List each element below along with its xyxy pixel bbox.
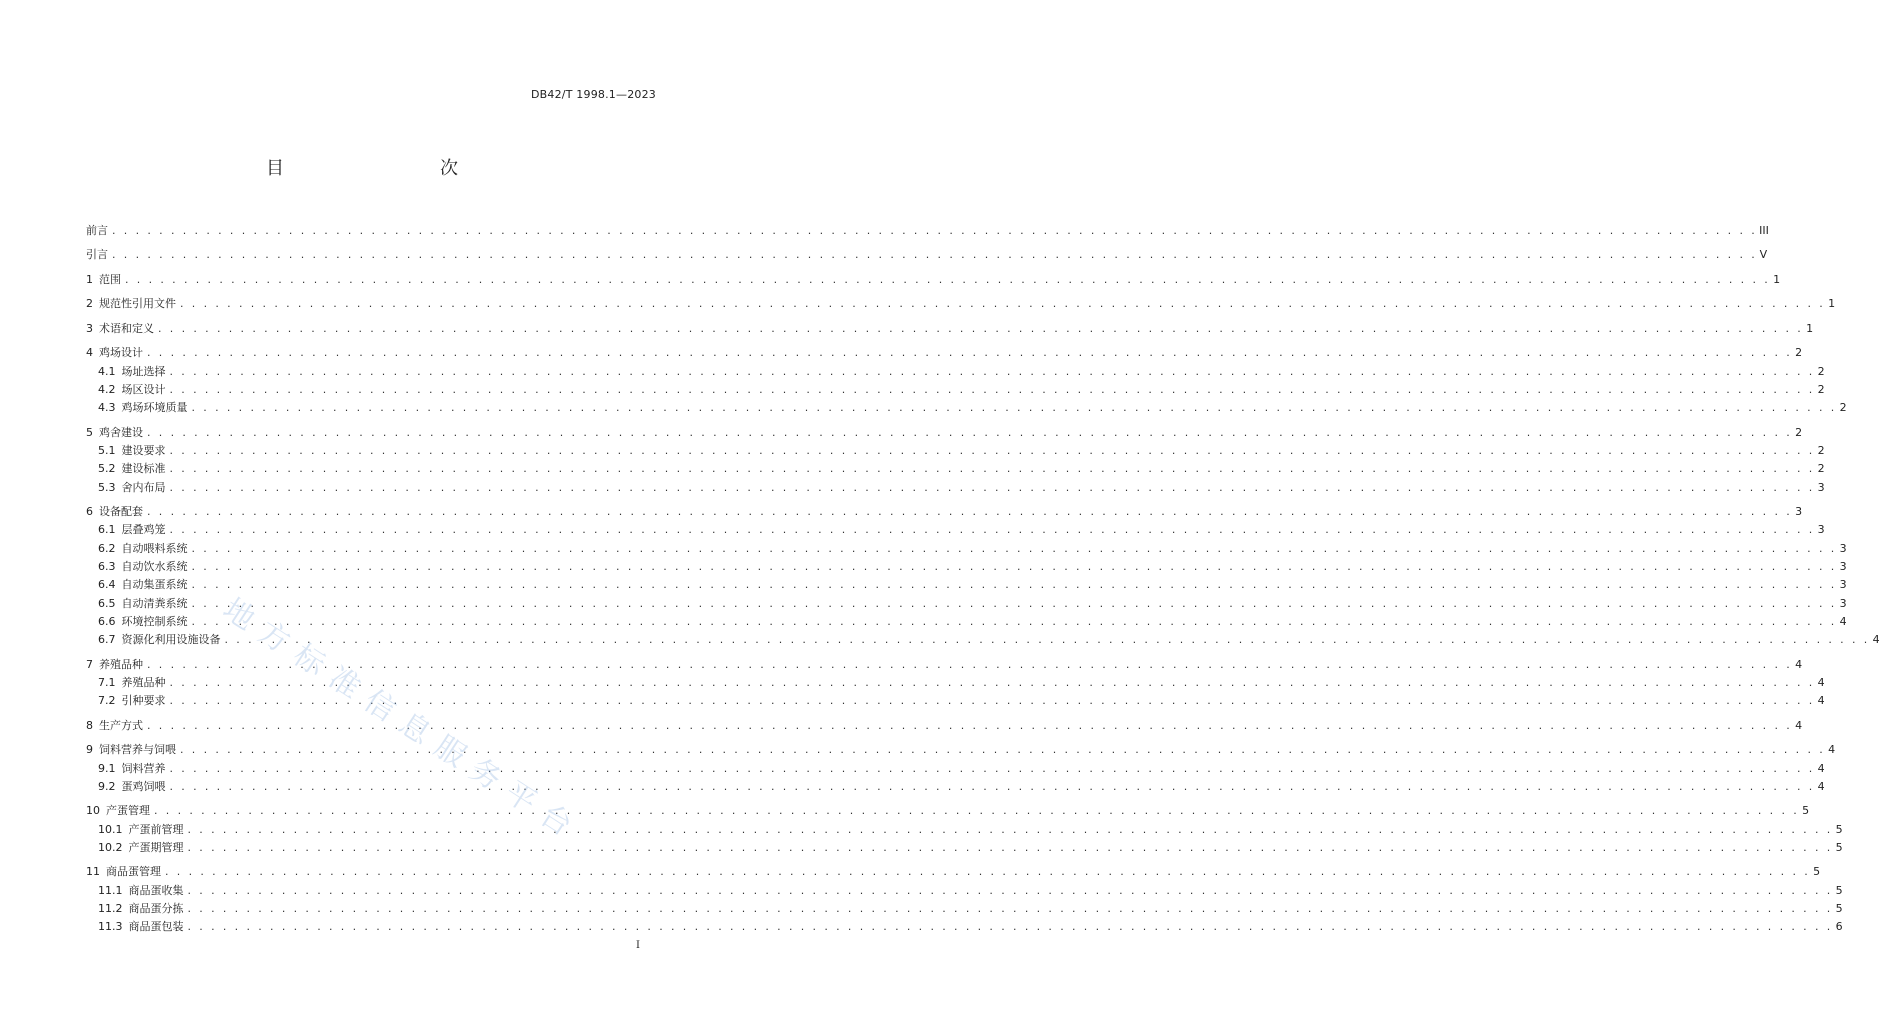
- toc-leader-dots: . . . . . . . . . . . . . . . . . . . . . . . . . . . . . . . . . . . . . . . . . . . . . . . . . . . . . . . . . . . . . . . . . . . . . . . . . . . . . . . . . . . . . . . . . . . . . . . . . . . . . . . . . . . . . . . . . . . . . . . . . . . . . . . . . . . . . . . . . . . .: [125, 272, 1771, 286]
- toc-entry-page: 3: [1817, 523, 1825, 537]
- toc-leader-dots: . . . . . . . . . . . . . . . . . . . . . . . . . . . . . . . . . . . . . . . . . . . . . . . . . . . . . . . . . . . . . . . . . . . . . . . . . . . . . . . . . . . . . . . . . . . . . . . . . . . . . . . . . . . . . . . . . . . . . . . . . . . . . . . . . . . . . . . . . . . .: [169, 779, 1815, 793]
- toc-entry-number: 8: [86, 718, 93, 732]
- toc-entry[interactable]: [86, 363, 1825, 381]
- toc-entry-page: 4: [1817, 676, 1825, 690]
- toc-entry-number: 6.1: [98, 523, 116, 537]
- toc-entry-label: 商品蛋收集: [128, 883, 184, 897]
- toc-entry[interactable]: [86, 613, 1847, 631]
- toc-entry-number: 11.3: [98, 920, 123, 934]
- toc-entry-number: 7.2: [98, 694, 116, 708]
- toc-entry[interactable]: [86, 692, 1825, 710]
- toc-entry[interactable]: [86, 674, 1825, 692]
- toc-entry-number: 6.2: [98, 541, 116, 555]
- toc-entry-label: 自动集蛋系统: [121, 578, 188, 592]
- toc-entry-label: 商品蛋包装: [128, 920, 184, 934]
- toc-entry-page: 4: [1839, 614, 1847, 628]
- watermark: 地方标准信息服务平台: [216, 591, 588, 850]
- toc-entry-page: 4: [1795, 657, 1803, 671]
- toc-entry-number: 7: [86, 657, 93, 671]
- toc-entry-number: 5.2: [98, 462, 116, 476]
- toc-leader-dots: . . . . . . . . . . . . . . . . . . . . . . . . . . . . . . . . . . . . . . . . . . . . . . . . . . . . . . . . . . . . . . . . . . . . . . . . . . . . . . . . . . . . . . . . . . . . . . . . . . . . . . . . . . . . . . . . . . . . . . . . . . . . . . . . . . . . . . . . . . . .: [191, 560, 1837, 574]
- toc-entry-label: 鸡场环境质量: [121, 401, 188, 415]
- toc-entry-number: 10.1: [98, 822, 123, 836]
- toc-entry-label: 鸡场设计: [99, 346, 143, 360]
- toc-entry-number: 11.1: [98, 883, 123, 897]
- toc-leader-dots: . . . . . . . . . . . . . . . . . . . . . . . . . . . . . . . . . . . . . . . . . . . . . . . . . . . . . . . . . . . . . . . . . . . . . . . . . . . . . . . . . . . . . . . . . . . . . . . . . . . . . . . . . . . . . . . . . . . . . . . . . . . . . . . . . . . . . . . . . . . .: [169, 676, 1815, 690]
- toc-entry-page: 3: [1817, 480, 1825, 494]
- toc-entry-label: 养殖品种: [121, 676, 166, 690]
- toc-entry[interactable]: [86, 503, 1803, 521]
- page-number: I: [636, 940, 640, 951]
- toc-entry-number: 4.2: [98, 383, 116, 397]
- toc-leader-dots: . . . . . . . . . . . . . . . . . . . . . . . . . . . . . . . . . . . . . . . . . . . . . . . . . . . . . . . . . . . . . . . . . . . . . . . . . . . . . . . . . . . . . . . . . . . . . . . . . . . . . . . . . . . . . . . . . . . . . . . . . . . . . . . . . . . . . . . . . . . .: [147, 657, 1793, 671]
- table-of-contents: [86, 222, 1880, 937]
- toc-leader-dots: . . . . . . . . . . . . . . . . . . . . . . . . . . . . . . . . . . . . . . . . . . . . . . . . . . . . . . . . . . . . . . . . . . . . . . . . . . . . . . . . . . . . . . . . . . . . . . . . . . . . . . . . . . . . . . . . . . . . . . . . . . . . . . . . . . . . . . . . . . . .: [187, 840, 1833, 854]
- toc-leader-dots: . . . . . . . . . . . . . . . . . . . . . . . . . . . . . . . . . . . . . . . . . . . . . . . . . . . . . . . . . . . . . . . . . . . . . . . . . . . . . . . . . . . . . . . . . . . . . . . . . . . . . . . . . . . . . . . . . . . . . . . . . . . . . . . . . . . . . . . . . . . .: [147, 425, 1793, 439]
- toc-leader-dots: . . . . . . . . . . . . . . . . . . . . . . . . . . . . . . . . . . . . . . . . . . . . . . . . . . . . . . . . . . . . . . . . . . . . . . . . . . . . . . . . . . . . . . . . . . . . . . . . . . . . . . . . . . . . . . . . . . . . . . . . . . . . . . . . . . . . . . . . . . . .: [158, 321, 1804, 335]
- toc-entry-page: 3: [1839, 560, 1847, 574]
- toc-entry-page: 2: [1817, 462, 1825, 476]
- toc-entry-number: 6.4: [98, 578, 116, 592]
- toc-entry[interactable]: [86, 222, 1769, 240]
- toc-entry-label: 场址选择: [121, 364, 166, 378]
- toc-entry-label: 场区设计: [121, 383, 166, 397]
- toc-leader-dots: . . . . . . . . . . . . . . . . . . . . . . . . . . . . . . . . . . . . . . . . . . . . . . . . . . . . . . . . . . . . . . . . . . . . . . . . . . . . . . . . . . . . . . . . . . . . . . . . . . . . . . . . . . . . . . . . . . . . . . . . . . . . . . . . . . . . . . . . . . . .: [191, 596, 1837, 610]
- toc-entry[interactable]: [86, 246, 1768, 264]
- document-number: DB42/T 1998.1—2023: [530, 88, 656, 101]
- toc-entry-number: 4: [86, 346, 93, 360]
- toc-entry-label: 环境控制系统: [121, 614, 188, 628]
- toc-entry-label: 商品蛋管理: [106, 865, 161, 879]
- toc-entry-number: 4.1: [98, 364, 116, 378]
- toc-entry[interactable]: [86, 656, 1803, 674]
- toc-entry-page: 5: [1835, 902, 1843, 916]
- toc-entry[interactable]: [86, 344, 1803, 362]
- toc-entry-page: 4: [1817, 761, 1825, 775]
- toc-entry-page: 5: [1835, 840, 1843, 854]
- toc-entry-number: 10.2: [98, 840, 123, 854]
- toc-leader-dots: . . . . . . . . . . . . . . . . . . . . . . . . . . . . . . . . . . . . . . . . . . . . . . . . . . . . . . . . . . . . . . . . . . . . . . . . . . . . . . . . . . . . . . . . . . . . . . . . . . . . . . . . . . . . . . . . . . . . . . . . . . . . . . . . . . . . . . . . . . . .: [169, 694, 1815, 708]
- toc-entry-page: 2: [1795, 346, 1803, 360]
- toc-leader-dots: . . . . . . . . . . . . . . . . . . . . . . . . . . . . . . . . . . . . . . . . . . . . . . . . . . . . . . . . . . . . . . . . . . . . . . . . . . . . . . . . . . . . . . . . . . . . . . . . . . . . . . . . . . . . . . . . . . . . . . . . . . . . . . . . . . . . . . . . . . . .: [147, 346, 1793, 360]
- toc-entry[interactable]: [86, 424, 1803, 442]
- toc-leader-dots: . . . . . . . . . . . . . . . . . . . . . . . . . . . . . . . . . . . . . . . . . . . . . . . . . . . . . . . . . . . . . . . . . . . . . . . . . . . . . . . . . . . . . . . . . . . . . . . . . . . . . . . . . . . . . . . . . . . . . . . . . . . . . . . . . . . . . . . . . . . .: [112, 224, 1758, 237]
- toc-leader-dots: . . . . . . . . . . . . . . . . . . . . . . . . . . . . . . . . . . . . . . . . . . . . . . . . . . . . . . . . . . . . . . . . . . . . . . . . . . . . . . . . . . . . . . . . . . . . . . . . . . . . . . . . . . . . . . . . . . . . . . . . . . . . . . . . . . . . . . . . . . . .: [187, 902, 1833, 916]
- toc-leader-dots: . . . . . . . . . . . . . . . . . . . . . . . . . . . . . . . . . . . . . . . . . . . . . . . . . . . . . . . . . . . . . . . . . . . . . . . . . . . . . . . . . . . . . . . . . . . . . . . . . . . . . . . . . . . . . . . . . . . . . . . . . . . . . . . . . . . . . . . . . . . .: [169, 761, 1815, 775]
- toc-entry-number: 10: [86, 804, 100, 818]
- toc-entry-page: 2: [1839, 401, 1847, 415]
- toc-entry-number: 5: [86, 425, 93, 439]
- toc-entry-page: 5: [1802, 804, 1810, 818]
- toc-leader-dots: . . . . . . . . . . . . . . . . . . . . . . . . . . . . . . . . . . . . . . . . . . . . . . . . . . . . . . . . . . . . . . . . . . . . . . . . . . . . . . . . . . . . . . . . . . . . . . . . . . . . . . . . . . . . . . . . . . . . . . . . . . . . . . . . . . . . . . . . . . . .: [224, 633, 1870, 647]
- toc-entry-label: 舍内布局: [121, 480, 166, 494]
- toc-entry[interactable]: [86, 558, 1847, 576]
- toc-entry-label: 层叠鸡笼: [121, 523, 166, 537]
- toc-entry-label: 饲料营养与饲喂: [99, 743, 176, 757]
- toc-entry-page: 4: [1817, 694, 1825, 708]
- toc-entry[interactable]: [86, 540, 1847, 558]
- toc-entry[interactable]: [86, 778, 1825, 796]
- toc-entry-page: 2: [1795, 425, 1803, 439]
- toc-entry-number: 6.5: [98, 596, 116, 610]
- toc-entry-page: 4: [1817, 779, 1825, 793]
- toc-entry-label: 饲料营养: [121, 761, 166, 775]
- toc-entry[interactable]: [86, 442, 1825, 460]
- toc-entry[interactable]: [86, 717, 1803, 735]
- toc-entry-label: 资源化利用设施设备: [121, 633, 221, 647]
- toc-entry[interactable]: [86, 381, 1825, 399]
- toc-entry[interactable]: [86, 900, 1843, 918]
- toc-entry-number: 7.1: [98, 676, 116, 690]
- toc-entry-label: 引种要求: [121, 694, 166, 708]
- toc-entry-page: 2: [1817, 383, 1825, 397]
- toc-entry-page: 1: [1773, 272, 1781, 286]
- toc-entry-number: 6.3: [98, 560, 116, 574]
- toc-entry-label: 规范性引用文件: [99, 297, 176, 311]
- toc-entry-label: 术语和定义: [99, 321, 154, 335]
- toc-leader-dots: . . . . . . . . . . . . . . . . . . . . . . . . . . . . . . . . . . . . . . . . . . . . . . . . . . . . . . . . . . . . . . . . . . . . . . . . . . . . . . . . . . . . . . . . . . . . . . . . . . . . . . . . . . . . . . . . . . . . . . . . . . . . . . . . . . . . . . . . . . . .: [169, 444, 1815, 458]
- toc-leader-dots: . . . . . . . . . . . . . . . . . . . . . . . . . . . . . . . . . . . . . . . . . . . . . . . . . . . . . . . . . . . . . . . . . . . . . . . . . . . . . . . . . . . . . . . . . . . . . . . . . . . . . . . . . . . . . . . . . . . . . . . . . . . . . . . . . . . . . . . . . . . .: [187, 920, 1833, 934]
- toc-entry-label: 鸡舍建设: [99, 425, 143, 439]
- toc-leader-dots: . . . . . . . . . . . . . . . . . . . . . . . . . . . . . . . . . . . . . . . . . . . . . . . . . . . . . . . . . . . . . . . . . . . . . . . . . . . . . . . . . . . . . . . . . . . . . . . . . . . . . . . . . . . . . . . . . . . . . . . . . . . . . . . . . . . . . . . . . . . .: [191, 401, 1837, 415]
- toc-entry[interactable]: [86, 521, 1825, 539]
- toc-entry-number: 6.6: [98, 614, 116, 628]
- toc-entry[interactable]: [86, 839, 1843, 857]
- toc-entry-page: 5: [1835, 883, 1843, 897]
- toc-entry[interactable]: [86, 576, 1847, 594]
- toc-entry[interactable]: [86, 882, 1843, 900]
- toc-entry-page: 1: [1828, 297, 1836, 311]
- toc-leader-dots: . . . . . . . . . . . . . . . . . . . . . . . . . . . . . . . . . . . . . . . . . . . . . . . . . . . . . . . . . . . . . . . . . . . . . . . . . . . . . . . . . . . . . . . . . . . . . . . . . . . . . . . . . . . . . . . . . . . . . . . . . . . . . . . . . . . . . . . . . . . .: [154, 804, 1800, 818]
- toc-entry-label: 引言: [86, 248, 108, 262]
- toc-entry-page: 5: [1835, 822, 1843, 836]
- toc-entry-number: 11.2: [98, 902, 123, 916]
- toc-entry[interactable]: [86, 271, 1781, 289]
- toc-leader-dots: . . . . . . . . . . . . . . . . . . . . . . . . . . . . . . . . . . . . . . . . . . . . . . . . . . . . . . . . . . . . . . . . . . . . . . . . . . . . . . . . . . . . . . . . . . . . . . . . . . . . . . . . . . . . . . . . . . . . . . . . . . . . . . . . . . . . . . . . . . . .: [180, 743, 1826, 757]
- toc-entry[interactable]: [86, 741, 1836, 759]
- toc-entry[interactable]: [86, 399, 1847, 417]
- toc-leader-dots: . . . . . . . . . . . . . . . . . . . . . . . . . . . . . . . . . . . . . . . . . . . . . . . . . . . . . . . . . . . . . . . . . . . . . . . . . . . . . . . . . . . . . . . . . . . . . . . . . . . . . . . . . . . . . . . . . . . . . . . . . . . . . . . . . . . . . . . . . . . .: [169, 480, 1815, 494]
- toc-entry-page: 6: [1835, 920, 1843, 934]
- toc-entry-number: 4.3: [98, 401, 116, 415]
- toc-leader-dots: . . . . . . . . . . . . . . . . . . . . . . . . . . . . . . . . . . . . . . . . . . . . . . . . . . . . . . . . . . . . . . . . . . . . . . . . . . . . . . . . . . . . . . . . . . . . . . . . . . . . . . . . . . . . . . . . . . . . . . . . . . . . . . . . . . . . . . . . . . . .: [169, 364, 1815, 378]
- toc-entry-page: 3: [1795, 505, 1803, 519]
- toc-entry[interactable]: [86, 320, 1814, 338]
- toc-entry[interactable]: [86, 760, 1825, 778]
- toc-entry-label: 产蛋期管理: [128, 840, 184, 854]
- toc-leader-dots: . . . . . . . . . . . . . . . . . . . . . . . . . . . . . . . . . . . . . . . . . . . . . . . . . . . . . . . . . . . . . . . . . . . . . . . . . . . . . . . . . . . . . . . . . . . . . . . . . . . . . . . . . . . . . . . . . . . . . . . . . . . . . . . . . . . . . . . . . . . .: [180, 297, 1826, 311]
- toc-entry-label: 蛋鸡饲喂: [121, 779, 166, 793]
- toc-entry-page: 2: [1817, 364, 1825, 378]
- toc-leader-dots: . . . . . . . . . . . . . . . . . . . . . . . . . . . . . . . . . . . . . . . . . . . . . . . . . . . . . . . . . . . . . . . . . . . . . . . . . . . . . . . . . . . . . . . . . . . . . . . . . . . . . . . . . . . . . . . . . . . . . . . . . . . . . . . . . . . . . . . . . . . .: [191, 578, 1837, 592]
- toc-entry-label: 建设标准: [121, 462, 166, 476]
- toc-leader-dots: . . . . . . . . . . . . . . . . . . . . . . . . . . . . . . . . . . . . . . . . . . . . . . . . . . . . . . . . . . . . . . . . . . . . . . . . . . . . . . . . . . . . . . . . . . . . . . . . . . . . . . . . . . . . . . . . . . . . . . . . . . . . . . . . . . . . . . . . . . . .: [147, 505, 1793, 519]
- toc-entry[interactable]: [86, 479, 1825, 497]
- toc-entry-label: 生产方式: [99, 718, 143, 732]
- toc-entry-page: 2: [1817, 444, 1825, 458]
- toc-entry[interactable]: [86, 918, 1843, 936]
- toc-entry-number: 9.1: [98, 761, 116, 775]
- toc-leader-dots: . . . . . . . . . . . . . . . . . . . . . . . . . . . . . . . . . . . . . . . . . . . . . . . . . . . . . . . . . . . . . . . . . . . . . . . . . . . . . . . . . . . . . . . . . . . . . . . . . . . . . . . . . . . . . . . . . . . . . . . . . . . . . . . . . . . . . . . . . . . .: [191, 541, 1837, 555]
- toc-leader-dots: . . . . . . . . . . . . . . . . . . . . . . . . . . . . . . . . . . . . . . . . . . . . . . . . . . . . . . . . . . . . . . . . . . . . . . . . . . . . . . . . . . . . . . . . . . . . . . . . . . . . . . . . . . . . . . . . . . . . . . . . . . . . . . . . . . . . . . . . . . . .: [169, 462, 1815, 476]
- toc-entry-page: 3: [1839, 596, 1847, 610]
- toc-entry-number: 9.2: [98, 779, 116, 793]
- toc-entry-page: 5: [1813, 865, 1821, 879]
- toc-entry-label: 设备配套: [99, 505, 143, 519]
- toc-entry[interactable]: [86, 631, 1880, 649]
- toc-leader-dots: . . . . . . . . . . . . . . . . . . . . . . . . . . . . . . . . . . . . . . . . . . . . . . . . . . . . . . . . . . . . . . . . . . . . . . . . . . . . . . . . . . . . . . . . . . . . . . . . . . . . . . . . . . . . . . . . . . . . . . . . . . . . . . . . . . . . . . . . . . . .: [169, 383, 1815, 397]
- toc-entry-number: 6.7: [98, 633, 116, 647]
- toc-leader-dots: . . . . . . . . . . . . . . . . . . . . . . . . . . . . . . . . . . . . . . . . . . . . . . . . . . . . . . . . . . . . . . . . . . . . . . . . . . . . . . . . . . . . . . . . . . . . . . . . . . . . . . . . . . . . . . . . . . . . . . . . . . . . . . . . . . . . . . . . . . . .: [187, 822, 1833, 836]
- toc-entry[interactable]: [86, 863, 1821, 881]
- toc-entry-label: 商品蛋分拣: [128, 902, 184, 916]
- toc-entry-number: 5.1: [98, 444, 116, 458]
- toc-entry-number: 2: [86, 297, 93, 311]
- toc-leader-dots: . . . . . . . . . . . . . . . . . . . . . . . . . . . . . . . . . . . . . . . . . . . . . . . . . . . . . . . . . . . . . . . . . . . . . . . . . . . . . . . . . . . . . . . . . . . . . . . . . . . . . . . . . . . . . . . . . . . . . . . . . . . . . . . . . . . . . . . . . . . .: [191, 614, 1837, 628]
- toc-entry-label: 范围: [99, 272, 121, 286]
- toc-entry-page: III: [1759, 224, 1769, 237]
- toc-entry-label: 自动清粪系统: [121, 596, 188, 610]
- toc-entry-number: 1: [86, 272, 93, 286]
- toc-entry-number: 9: [86, 743, 93, 757]
- toc-entry-page: 4: [1795, 718, 1803, 732]
- toc-entry[interactable]: [86, 595, 1847, 613]
- toc-leader-dots: . . . . . . . . . . . . . . . . . . . . . . . . . . . . . . . . . . . . . . . . . . . . . . . . . . . . . . . . . . . . . . . . . . . . . . . . . . . . . . . . . . . . . . . . . . . . . . . . . . . . . . . . . . . . . . . . . . . . . . . . . . . . . . . . . . . . . . . . . . . .: [165, 865, 1811, 879]
- toc-leader-dots: . . . . . . . . . . . . . . . . . . . . . . . . . . . . . . . . . . . . . . . . . . . . . . . . . . . . . . . . . . . . . . . . . . . . . . . . . . . . . . . . . . . . . . . . . . . . . . . . . . . . . . . . . . . . . . . . . . . . . . . . . . . . . . . . . . . . . . . . . . . .: [187, 883, 1833, 897]
- toc-entry-number: 5.3: [98, 480, 116, 494]
- toc-leader-dots: . . . . . . . . . . . . . . . . . . . . . . . . . . . . . . . . . . . . . . . . . . . . . . . . . . . . . . . . . . . . . . . . . . . . . . . . . . . . . . . . . . . . . . . . . . . . . . . . . . . . . . . . . . . . . . . . . . . . . . . . . . . . . . . . . . . . . . . . . . . .: [147, 718, 1793, 732]
- toc-leader-dots: . . . . . . . . . . . . . . . . . . . . . . . . . . . . . . . . . . . . . . . . . . . . . . . . . . . . . . . . . . . . . . . . . . . . . . . . . . . . . . . . . . . . . . . . . . . . . . . . . . . . . . . . . . . . . . . . . . . . . . . . . . . . . . . . . . . . . . . . . . . .: [169, 523, 1815, 537]
- toc-entry-page: 3: [1839, 541, 1847, 555]
- toc-entry-number: 11: [86, 865, 100, 879]
- toc-entry-page: 4: [1828, 743, 1836, 757]
- toc-entry[interactable]: [86, 460, 1825, 478]
- toc-entry-page: 3: [1839, 578, 1847, 592]
- toc-entry[interactable]: [86, 802, 1810, 820]
- toc-entry[interactable]: [86, 821, 1843, 839]
- toc-entry-page: 4: [1872, 633, 1880, 647]
- toc-entry-page: 1: [1806, 321, 1814, 335]
- toc-entry-label: 建设要求: [121, 444, 166, 458]
- toc-entry-number: 6: [86, 505, 93, 519]
- toc-entry-label: 自动饮水系统: [121, 560, 188, 574]
- toc-leader-dots: . . . . . . . . . . . . . . . . . . . . . . . . . . . . . . . . . . . . . . . . . . . . . . . . . . . . . . . . . . . . . . . . . . . . . . . . . . . . . . . . . . . . . . . . . . . . . . . . . . . . . . . . . . . . . . . . . . . . . . . . . . . . . . . . . . . . . . . . . . . .: [112, 248, 1758, 262]
- toc-entry-label: 产蛋前管理: [128, 822, 184, 836]
- toc-entry-number: 3: [86, 321, 93, 335]
- toc-entry-label: 养殖品种: [99, 657, 143, 671]
- toc-entry-label: 前言: [86, 224, 108, 237]
- page-title: 目 次: [266, 158, 498, 179]
- toc-entry[interactable]: [86, 295, 1836, 313]
- toc-entry-label: 自动喂料系统: [121, 541, 188, 555]
- toc-entry-page: V: [1759, 248, 1768, 262]
- toc-entry-label: 产蛋管理: [106, 804, 150, 818]
